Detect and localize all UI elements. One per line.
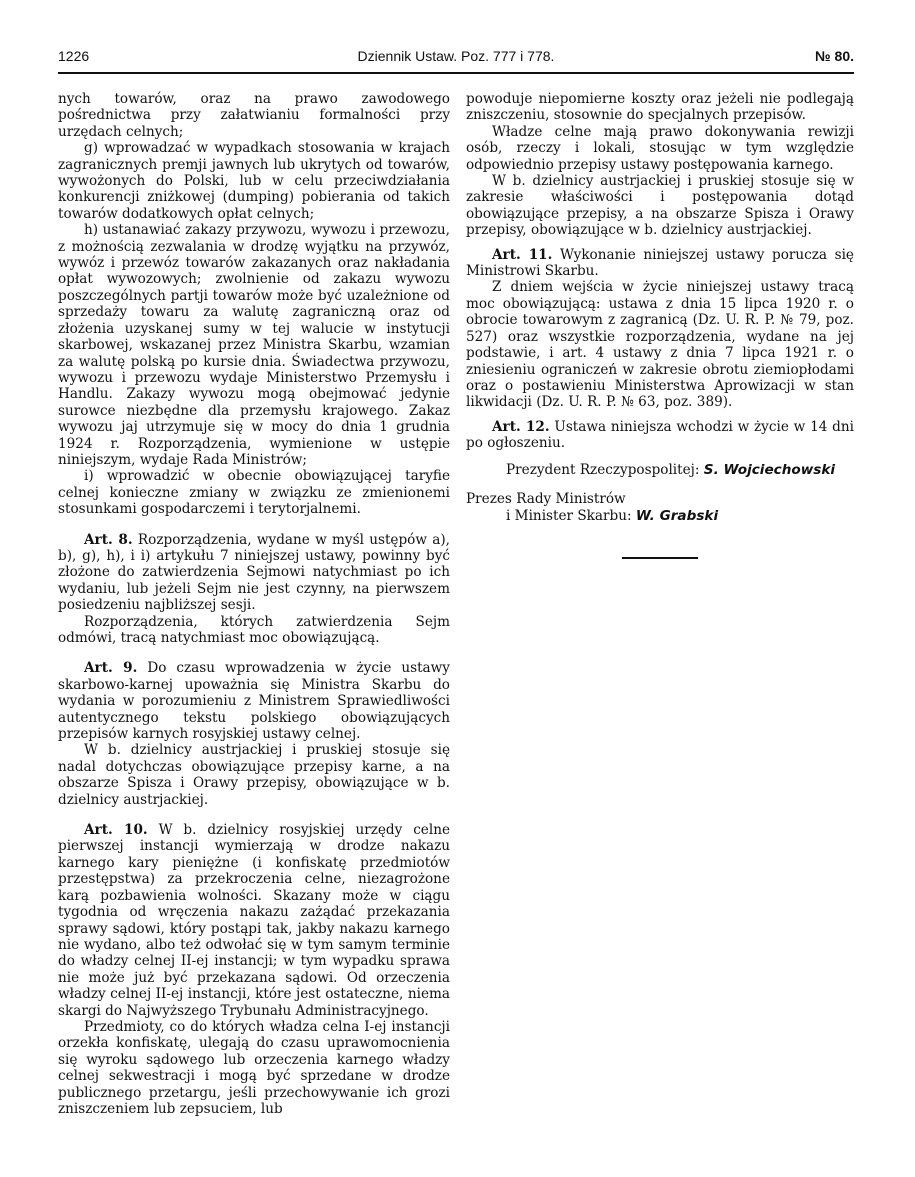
article-8: Art. 8. Rozporządzenia, wydane w myśl ustępów a), b), g), h), i i) artykułu 7 niniejszej ustawy, powinny być złożone do zatwierdzenia Sejmowi natychmiast po ich wydaniu, lub jeżeli Sejm nie jest czynny, na pierwszem posiedzeniu najbliższej sesji. — [58, 531, 450, 614]
paragraph: g) wprowadzać w wypadkach stosowania w krajach zagranicznych premji jawnych lub ukrytych od towarów, wywożonych do Polski, lub w celu przeciwdziałania konkurencji zniżkowej (dumping) pobierania od takich towarów dodatkowych opłat celnych; — [58, 140, 450, 222]
article-10: Art. 10. W b. dzielnicy rosyjskiej urzędy celne pierwszej instancji wymierzają w drodze nakazu karnego kary pieniężne (i konfiskatę przedmiotów przestępstwa) za przekroczenia celne, niezagrożone karą pozbawienia wolności. Skazany może w ciągu tygodnia od wręczenia nakazu zażądać przekazania sprawy sądowi, który postąpi tak, jakby nakazu karnego nie wydano, albo też odwołać się w tym samym terminie do władzy celnej II-ej instancji; w tym wypadku sprawa nie może już być przekazana sądowi. Od orzeczenia władzy celnej II-ej instancji, które jest ostateczne, niema skargi do Najwyższego Trybunału Administracyjnego. — [58, 822, 450, 1019]
paragraph: i) wprowadzić w obecnie obowiązującej taryfie celnej konieczne zmiany w związku ze zmienionemi stosunkami gospodarczemi i terytorjalnemi. — [58, 468, 450, 518]
paragraph: nych towarów, oraz na prawo zawodowego pośrednictwa przy załatwianiu formalności przy urzędach celnych; — [58, 91, 450, 140]
president-name: S. Wojciechowski — [703, 461, 836, 478]
right-column — [466, 91, 854, 559]
article-9: Art. 9. Do czasu wprowadzenia w życie ustawy skarbowo-karnej upoważnia się Ministra Skarbu do wydania w porozumieniu z Ministrem Sprawiedliwości autentycznego tekstu polskiego obowiązujących przepisów karnych rosyjskiej ustawy celnej. — [58, 660, 450, 743]
closing-divider — [622, 557, 698, 559]
page-number: 1226 — [58, 48, 90, 64]
paragraph: Z dniem wejścia w życie niniejszej ustawy tracą moc obowiązującą: ustawa z dnia 15 lipca 1920 r. o obrocie towarowym z zagranicą (Dz. U. R. P. № 79, poz. 527) oraz wszystkie rozporządzenia, wydane na jej podstawie, i art. 4 ustawy z dnia 7 lipca 1921 r. o zniesieniu ograniczeń w zakresie obrotu ziemiopłodami oraz o postawieniu Ministerstwa Aprowizacji w stan likwidacji (Dz. U. R. P. № 63, poz. 389). — [466, 279, 854, 411]
paragraph: Rozporządzenia, których zatwierdzenia Sejm odmówi, tracą natychmiast moc obowiązującą. — [58, 613, 450, 646]
paragraph: W b. dzielnicy austrjackiej i pruskiej stosuje się nadal dotychczas obowiązujące przepisy karne, a na obszarze Spisza i Orawy przepisy, obowiązujące w b. dzielnicy austrjackiej. — [58, 742, 450, 808]
page-header — [58, 46, 854, 74]
minister-name: W. Grabski — [635, 507, 719, 524]
paragraph: W b. dzielnicy austrjackiej i pruskiej stosuje się w zakresie właściwości i postępowania dotąd obowiązujące przepisy, a na obszarze Spisza i Orawy przepisy, obowiązujące w b. dzielnicy austrjackiej. — [466, 173, 854, 239]
president-signature: Prezydent Rzeczypospolitej: S. Wojciechowski — [506, 461, 836, 478]
paragraph: h) ustanawiać zakazy przywozu, wywozu i przewozu, z możnością zezwalania w drodzę wyjątku na przywóz, wywóz i przewóz towarów zakazanych oraz nakładania opłat wywozowych; zwolnienie od zakazu wywozu poszczególnych partji towarów może być uzależnione od sprzedaży towaru za walutę zagraniczną oraz od złożenia uzyskanej sumy w tej walucie w instytucji skarbowej, wskazanej przez Ministra Skarbu, wzamian za walutę polską po kursie dnia. Świadectwa przywozu, wywozu i przewozu wydaje Ministerstwo Przemysłu i Handlu. Zakazy wywozu mogą obejmować jedynie surowce niezbędne dla przemysłu krajowego. Zakaz wywozu jaj utrzymuje się w mocy do dnia 1 grudnia 1924 r. Rozporządzenia, wymienione w ustępie niniejszym, wydaje Rada Ministrów; — [58, 222, 450, 468]
journal-title: Dziennik Ustaw. Poz. 777 i 778. — [357, 48, 555, 64]
article-label: Art. 9. — [84, 660, 138, 677]
minister-signature: i Minister Skarbu: W. Grabski — [506, 507, 719, 524]
premier-title: Prezes Rady Ministrów — [466, 490, 626, 507]
paragraph: Przedmioty, co do których władza celna I-ej instancji orzekła konfiskatę, ulegają do czasu uprawomocnienia się wyroku sądowego lub orzeczenia karnego władzy celnej sekwestracji i mogą być sprzedane w drodze publicznego przetargu, jeśli przechowywanie ich grozi zniszczeniem lub zepsuciem, lub — [58, 1018, 450, 1117]
paragraph: Władze celne mają prawo dokonywania rewizji osób, rzeczy i lokali, stosując w tym względzie odpowiednio przepisy ustawy postępowania karnego. — [466, 123, 854, 173]
issue-number: № 80. — [815, 48, 854, 64]
article-label: Art. 12. — [492, 418, 550, 435]
article-label: Art. 8. — [84, 531, 133, 548]
paragraph: powoduje niepomierne koszty oraz jeżeli nie podlegają zniszczeniu, stosownie do specjalnych przepisów. — [466, 91, 854, 124]
left-column — [58, 91, 450, 1117]
article-label: Art. 11. — [492, 246, 553, 263]
article-11: Art. 11. Wykonanie niniejszej ustawy porucza się Ministrowi Skarbu. — [466, 246, 854, 280]
article-label: Art. 10. — [84, 822, 148, 839]
article-12: Art. 12. Ustawa niniejsza wchodzi w życie w 14 dni po ogłoszeniu. — [466, 418, 854, 452]
